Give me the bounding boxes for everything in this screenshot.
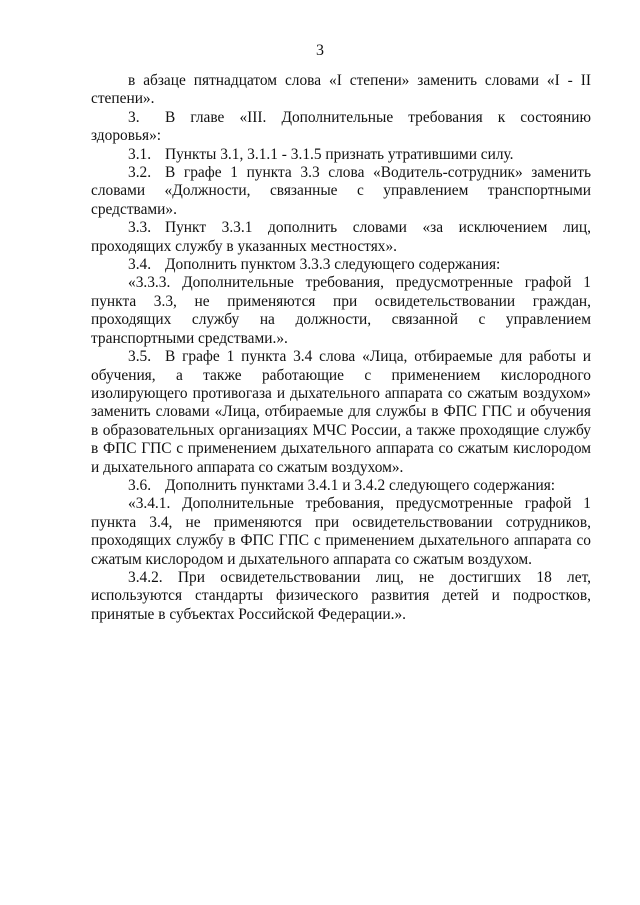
paragraph — [91, 219, 591, 256]
paragraph-number: 3. — [128, 108, 140, 126]
paragraph-number: 3.6. — [128, 476, 152, 494]
paragraph-text: В главе «III. Дополнительные требования к состоянию здоровья»: — [91, 108, 591, 145]
paragraph-text: Дополнить пунктом 3.3.3 следующего содержания: — [165, 256, 501, 274]
paragraph — [91, 477, 591, 495]
paragraph — [91, 256, 591, 274]
paragraph — [91, 569, 591, 624]
document-body — [91, 72, 591, 624]
paragraph-text: 3.4.2. При освидетельствовании лиц, не достигших 18 лет, используются стандарты физического развития детей и подростков, принятые в субъектах Российской Федерации.». — [91, 568, 591, 623]
paragraph-number: 3.2. — [128, 164, 152, 182]
paragraph — [91, 72, 591, 109]
paragraph — [91, 348, 591, 477]
paragraph — [91, 146, 591, 164]
paragraph-number: 3.1. — [128, 145, 152, 163]
paragraph-number: 3.3. — [128, 219, 152, 237]
paragraph-text: в абзаце пятнадцатом слова «I степени» заменить словами «I - II степени». — [91, 72, 591, 108]
paragraph-text: В графе 1 пункта 3.3 слова «Водитель-сотрудник» заменить словами «Должности, связанные с управлением транспортными средствами». — [91, 164, 591, 218]
paragraph — [91, 495, 591, 569]
paragraph-text: «3.4.1. Дополнительные требования, предусмотренные графой 1 пункта 3.4, не применяются при освидетельствовании сотрудников, проходящих службу в ФПС ГПС с применением дыхательного аппарата со сжатым кислородом и дыхательного аппарата со сжатым воздухом. — [91, 495, 591, 568]
paragraph-text: В графе 1 пункта 3.4 слова «Лица, отбираемые для работы и обучения, а также работающие с применением кислородного изолирующего противогаза и дыхательного аппарата со сжатым воздухом» заменить словами «Лица, отбираемые для службы в ФПС ГПС и обучения в образовательных организациях МЧС России, а также проходящие службу в ФПС ГПС с применением дыхательного аппарата со сжатым кислородом и дыхательного аппарата со сжатым воздухом». — [91, 348, 591, 476]
page-number: 3 — [316, 42, 324, 59]
paragraph — [91, 109, 591, 146]
paragraph — [91, 274, 591, 348]
paragraph — [91, 164, 591, 219]
paragraph-number: 3.5. — [128, 348, 152, 366]
paragraph-text: Пункты 3.1, 3.1.1 - 3.1.5 признать утратившими силу. — [165, 145, 514, 163]
paragraph-number: 3.4. — [128, 256, 152, 274]
paragraph-text: Пункт 3.3.1 дополнить словами «за исключением лиц, проходящих службу в указанных местностях». — [91, 219, 591, 255]
paragraph-text: «3.3.3. Дополнительные требования, предусмотренные графой 1 пункта 3.3, не применяются при освидетельствовании граждан, проходящих службу на должности, связанной с управлением транспортными средствами.». — [91, 274, 591, 347]
paragraph-text: Дополнить пунктами 3.4.1 и 3.4.2 следующего содержания: — [165, 476, 556, 494]
